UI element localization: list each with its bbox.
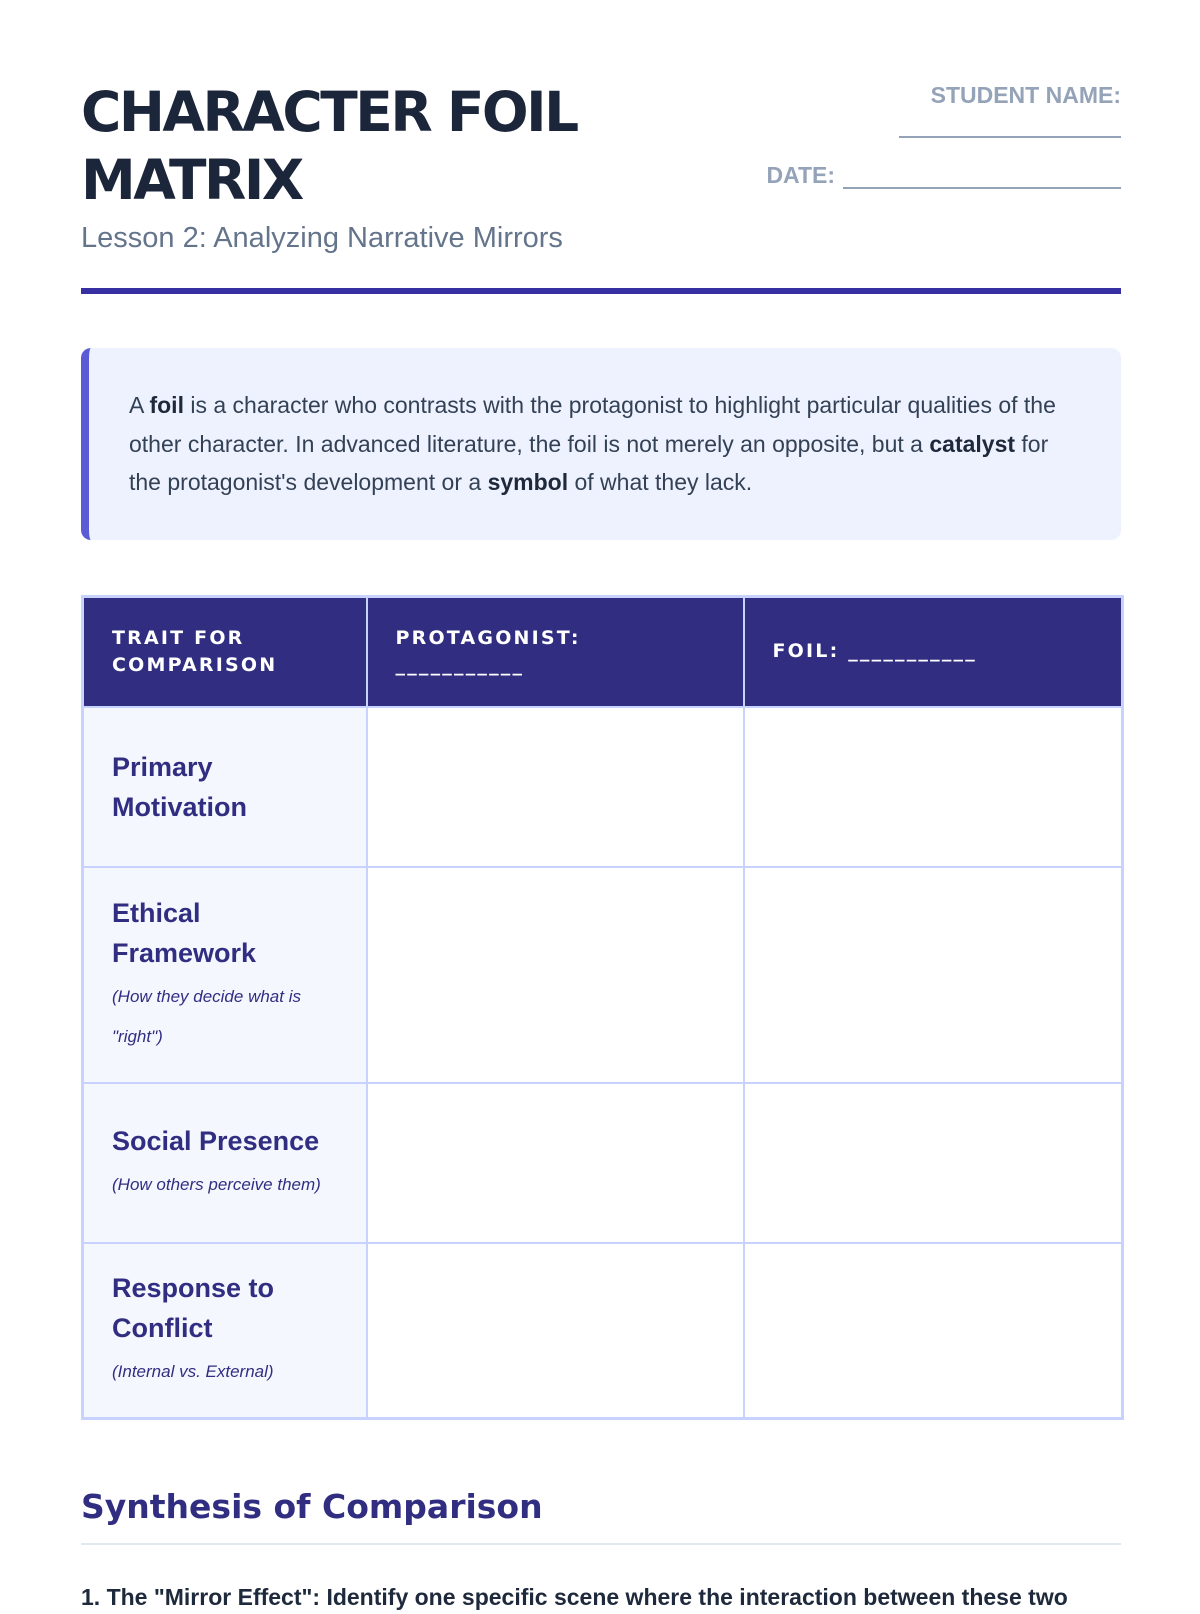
foil-response-cell[interactable] xyxy=(744,1083,1123,1243)
foil-response-cell[interactable] xyxy=(744,1243,1123,1419)
trait-cell xyxy=(83,1083,367,1243)
table-row xyxy=(83,1083,1123,1243)
definition-term-catalyst: catalyst xyxy=(929,430,1016,457)
date-field[interactable] xyxy=(843,165,1121,189)
synthesis-divider xyxy=(81,1543,1121,1545)
foil-response-cell[interactable] xyxy=(744,707,1123,867)
header-trait: TRAIT FOR COMPARISON xyxy=(83,597,367,707)
foil-definition-box xyxy=(81,348,1121,540)
synthesis-title: Synthesis of Comparison xyxy=(81,1487,543,1526)
protagonist-response-cell[interactable] xyxy=(367,707,744,867)
protagonist-response-cell[interactable] xyxy=(367,1243,744,1419)
protagonist-response-cell[interactable] xyxy=(367,1083,744,1243)
definition-term-foil: foil xyxy=(149,392,184,418)
table-row xyxy=(83,707,1123,867)
protagonist-response-cell[interactable] xyxy=(367,867,744,1083)
definition-text-3: for the protagonist's development or a xyxy=(129,430,1049,495)
header-divider xyxy=(81,288,1121,294)
page-title: CHARACTER FOIL MATRIX xyxy=(81,80,577,212)
table-row xyxy=(83,867,1123,1083)
trait-name: Primary Motivation xyxy=(112,751,247,822)
page-subtitle: Lesson 2: Analyzing Narrative Mirrors xyxy=(81,222,563,254)
trait-name: Social Presence xyxy=(112,1125,320,1156)
foil-response-cell[interactable] xyxy=(744,867,1123,1083)
definition-text-4: of what they lack. xyxy=(568,469,753,495)
trait-cell xyxy=(83,707,367,867)
trait-name: Ethical Framework xyxy=(112,897,257,968)
definition-text-1: A xyxy=(129,392,150,418)
header-protagonist: PROTAGONIST: ___________ xyxy=(367,597,744,707)
trait-note: (How they decide what is "right") xyxy=(112,986,301,1046)
worksheet-header xyxy=(81,78,1121,294)
header-foil: FOIL: ___________ xyxy=(744,597,1123,707)
trait-note: (Internal vs. External) xyxy=(112,1362,274,1382)
student-name-label: STUDENT NAME: xyxy=(930,82,1121,108)
trait-cell xyxy=(83,1243,367,1419)
trait-note: (How others perceive them) xyxy=(112,1174,321,1194)
worksheet-page xyxy=(81,0,1121,1610)
synthesis-question-1: 1. The "Mirror Effect": Identify one specific scene where the interaction between these two xyxy=(81,1584,1068,1610)
foil-matrix-table xyxy=(81,595,1124,1420)
student-name-field[interactable] xyxy=(899,136,1121,138)
table-row xyxy=(83,1243,1123,1419)
date-label: DATE: xyxy=(766,162,835,188)
definition-text-2: is a character who contrasts with the protagonist to highlight particular qualities of the other character. In advanced literature, the foil is not merely an opposite, but a xyxy=(129,392,1056,457)
trait-cell xyxy=(83,867,367,1083)
definition-term-symbol: symbol xyxy=(487,469,569,495)
matrix-header-row xyxy=(83,597,1123,707)
date-row xyxy=(766,162,1121,189)
trait-name: Response to Conflict xyxy=(112,1273,275,1344)
